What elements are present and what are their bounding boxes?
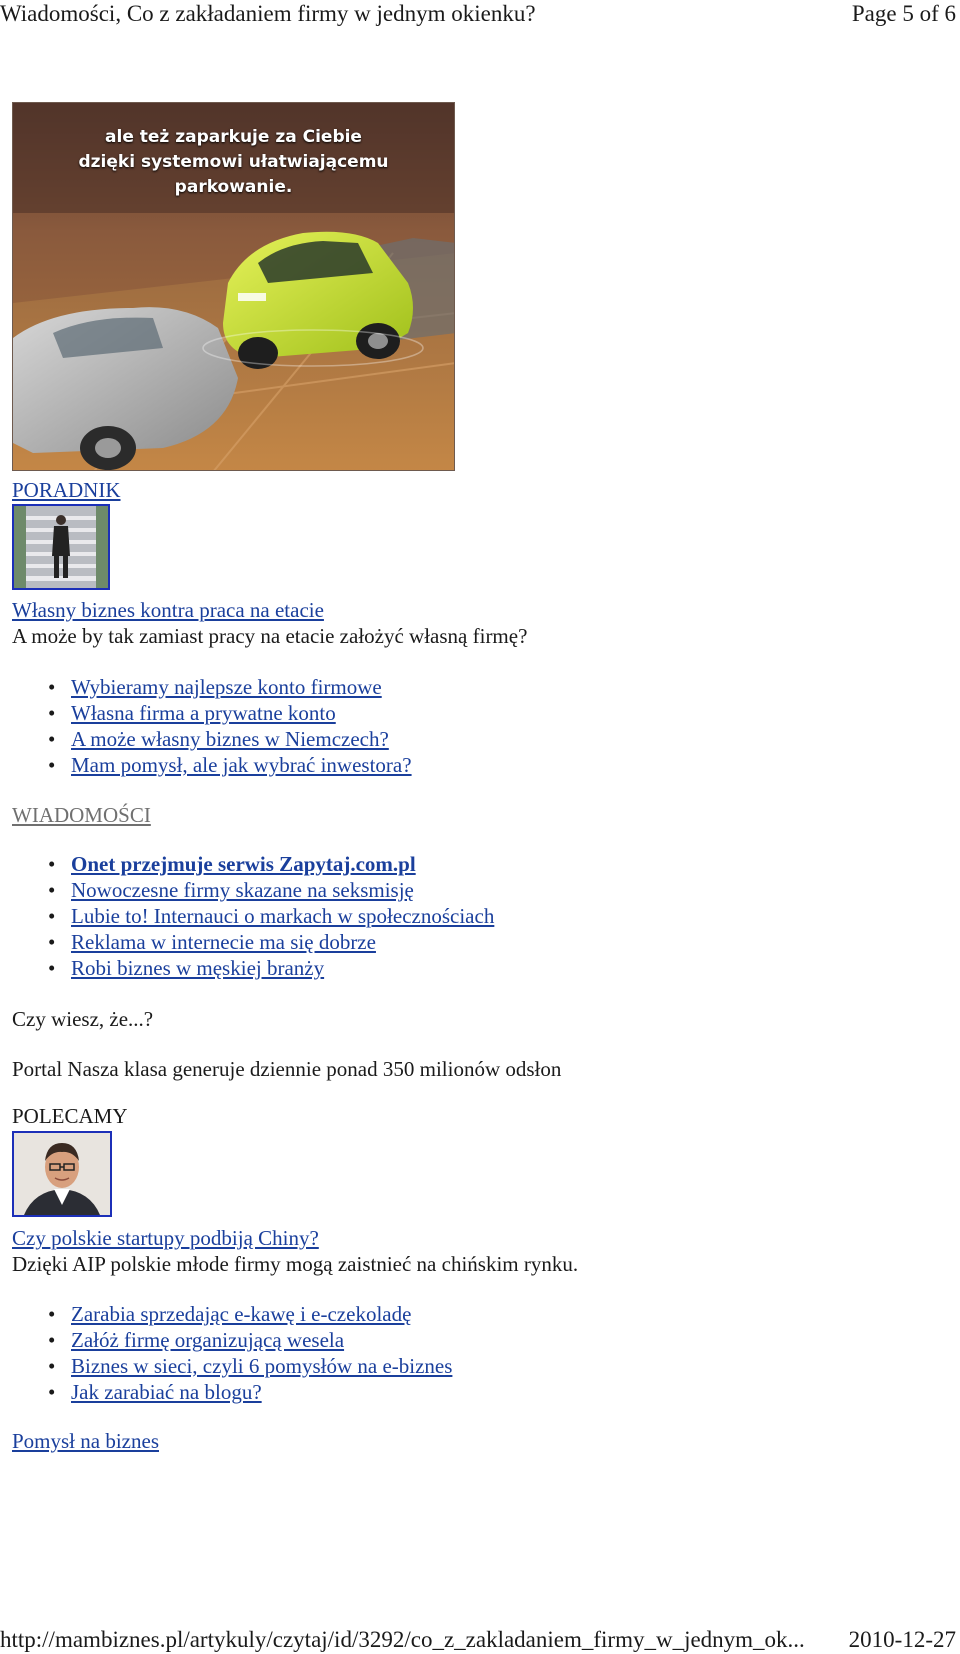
polecamy-links-list [48, 1301, 452, 1405]
article-thumbnail-stairs[interactable] [12, 504, 110, 590]
news-link[interactable]: Reklama w internecie ma się dobrze [71, 930, 376, 954]
news-link[interactable]: Onet przejmuje serwis Zapytaj.com.pl [71, 852, 416, 876]
list-item [48, 726, 412, 752]
did-you-know-heading: Czy wiesz, że...? [12, 1007, 154, 1031]
news-link[interactable]: Lubie to! Internauci o markach w społecznościach [71, 904, 495, 928]
list-item [48, 700, 412, 726]
section-label-poradnik[interactable]: PORADNIK [12, 478, 121, 502]
article-lead: Dzięki AIP polskie młode firmy mogą zaistnieć na chińskim rynku. [12, 1252, 579, 1276]
list-item [48, 1301, 452, 1327]
related-article-link[interactable]: Własna firma a prywatne konto [71, 701, 336, 725]
list-item [48, 955, 494, 981]
article-thumbnail-portrait[interactable] [12, 1131, 112, 1217]
related-article-link[interactable]: Wybieramy najlepsze konto firmowe [71, 675, 382, 699]
related-article-link[interactable]: Mam pomysł, ale jak wybrać inwestora? [71, 753, 412, 777]
page-footer-url: http://mambiznes.pl/artykuly/czytaj/id/3292/co_z_zakladaniem_firmy_w_jednym_ok... [0, 1627, 805, 1652]
stairs-man-photo [14, 506, 108, 588]
related-article-link[interactable]: Zarabia sprzedając e-kawę i e-czekoladę [71, 1302, 412, 1326]
section-label-polecamy: POLECAMY [12, 1104, 128, 1128]
list-item [48, 1327, 452, 1353]
list-item [48, 903, 494, 929]
list-item [48, 752, 412, 778]
list-item [48, 1353, 452, 1379]
did-you-know-text: Portal Nasza klasa generuje dziennie ponad 350 milionów odsłon [12, 1057, 562, 1081]
related-article-link[interactable]: Biznes w sieci, czyli 6 pomysłów na e-biznes [71, 1354, 453, 1378]
article-title-link[interactable]: Czy polskie startupy podbiją Chiny? [12, 1226, 319, 1250]
ad-caption-line: ale też zaparkuje za Ciebie [105, 127, 362, 147]
news-link[interactable]: Nowoczesne firmy skazane na seksmisję [71, 878, 414, 902]
article-title-link[interactable]: Własny biznes kontra praca na etacie [12, 598, 324, 622]
page-number: Page 5 of 6 [851, 1, 956, 26]
page-footer-date: 2010-12-27 [848, 1627, 956, 1652]
poradnik-links-list [48, 674, 412, 778]
related-article-link[interactable]: Jak zarabiać na blogu? [71, 1380, 262, 1404]
article-lead: A może by tak zamiast pracy na etacie założyć własną firmę? [12, 624, 528, 648]
list-item [48, 877, 494, 903]
car-ad-banner[interactable] [12, 102, 455, 471]
list-item [48, 674, 412, 700]
page-header-title: Wiadomości, Co z zakładaniem firmy w jednym okienku? [0, 1, 536, 26]
wiadomosci-links-list [48, 851, 494, 981]
related-article-link[interactable]: Załóż firmę organizującą wesela [71, 1328, 345, 1352]
business-idea-link[interactable]: Pomysł na biznes [12, 1429, 159, 1453]
ad-caption [13, 125, 454, 200]
list-item [48, 1379, 452, 1405]
ad-caption-line: parkowanie. [174, 177, 293, 197]
portrait-photo [14, 1133, 110, 1215]
section-label-wiadomosci[interactable]: WIADOMOŚCI [12, 803, 151, 827]
ad-caption-line: dzięki systemowi ułatwiającemu [78, 152, 389, 172]
list-item [48, 929, 494, 955]
related-article-link[interactable]: A może własny biznes w Niemczech? [71, 727, 389, 751]
news-link[interactable]: Robi biznes w męskiej branży [71, 956, 325, 980]
list-item [48, 851, 494, 877]
